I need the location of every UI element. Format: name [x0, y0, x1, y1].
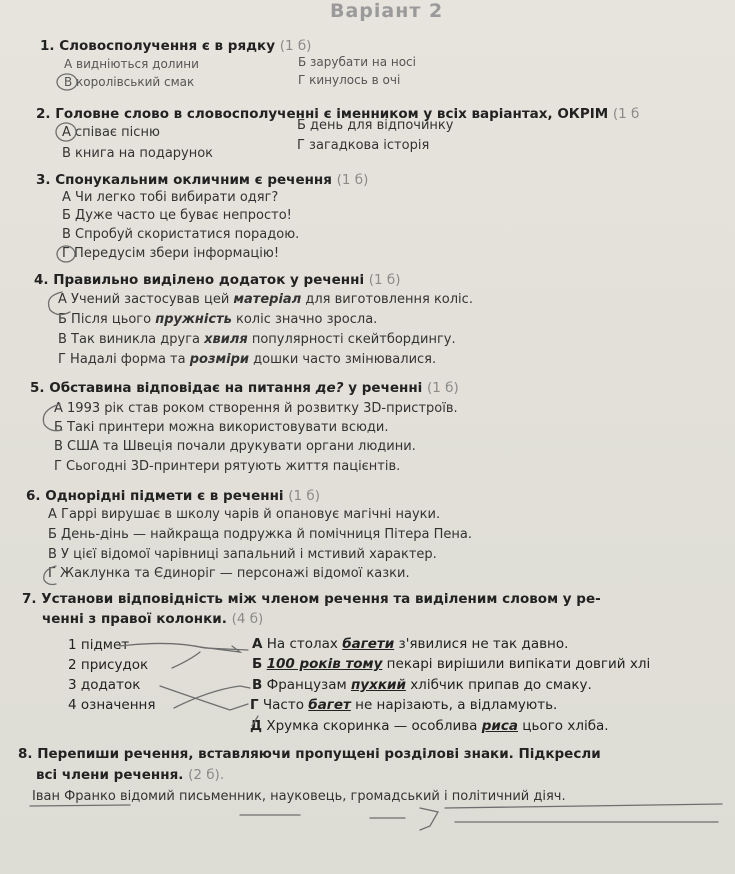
q3-answer-circle — [57, 246, 75, 262]
q3-points: (1 б) — [336, 172, 369, 188]
q1-points: (1 б) — [279, 38, 312, 54]
q3-option-b[interactable]: Б Дуже часто це буває непросто! — [62, 208, 292, 223]
q4-title-text: 4. Правильно виділено додаток у реченні — [34, 272, 365, 288]
q2-option-b[interactable]: Б день для відпочинку — [297, 118, 454, 133]
q4-option-g[interactable]: Г Надалі форма та розміри дошки часто змінювалися. — [58, 352, 437, 367]
q1-title-text: 1. Словосполучення є в рядку — [40, 38, 275, 54]
q7-arrow-3 — [160, 686, 248, 710]
q7-g-highlighted-word: багет — [308, 697, 351, 713]
q1-option-b[interactable]: Б зарубати на носі — [298, 55, 416, 69]
q7-a-highlighted-word: багети — [342, 636, 395, 652]
q6-option-g[interactable]: Г Жаклунка та Єдиноріг — персонажі відомої казки. — [48, 566, 410, 581]
q7-arrow-2 — [172, 652, 200, 668]
q1-option-a[interactable]: А видніються долини — [64, 57, 199, 71]
q4-option-a[interactable]: А Учений застосував цей матеріал для виготовлення коліс. — [58, 292, 473, 307]
q4-option-v[interactable]: В Так виникла друга хвиля популярності скейтбордингу. — [58, 332, 456, 347]
q7-v-highlighted-word: пухкий — [350, 677, 406, 693]
q7-right-item-a[interactable]: А На столах багети з'явилися не так давно. — [252, 636, 569, 652]
q7-right-item-b[interactable]: Б 100 років тому пекарі вирішили випікати довгий хлі — [252, 656, 651, 672]
q7-right-item-v[interactable]: В Французам пухкий хлібчик припав до смаку. — [252, 677, 592, 693]
question-7-title-line1: 7. Установи відповідність між членом речення та виділеним словом у ре- — [22, 591, 601, 607]
q7-arrow-4 — [174, 686, 250, 708]
q5-title-italic: де? — [315, 380, 344, 396]
q7-points: (4 б) — [231, 611, 264, 627]
q5-points: (1 б) — [426, 380, 459, 396]
q8-points: (2 б). — [188, 767, 225, 783]
q5-option-a[interactable]: А 1993 рік став роком створення й розвитку 3D-пристроїв. — [54, 401, 458, 416]
q7-left-item-1[interactable]: 1 підмет — [68, 637, 130, 653]
q7-b-highlighted-word: 100 років тому — [266, 656, 383, 672]
question-8-title-line1: 8. Перепиши речення, вставляючи пропущені розділові знаки. Підкресли — [18, 746, 601, 762]
q3-option-v[interactable]: В Спробуй скористатися порадою. — [62, 227, 300, 242]
q8-underline-4 — [445, 804, 722, 808]
q6-option-a[interactable]: А Гаррі вирушає в школу чарів й опановує магічні науки. — [48, 507, 441, 522]
q8-title-text: всі члени речення. — [36, 767, 184, 783]
q5-option-g[interactable]: Г Сьогодні 3D-принтери рятують життя пацієнтів. — [54, 459, 401, 474]
q5-option-b[interactable]: Б Такі принтери можна використовувати всюди. — [54, 420, 389, 435]
q6-points: (1 б) — [288, 488, 321, 504]
q7-tick-d — [252, 716, 258, 726]
q7-right-item-g[interactable]: Г Часто багет не нарізають, а відламують. — [250, 697, 558, 713]
q6-answer-circle — [44, 566, 56, 585]
q3-option-g[interactable]: Г Передусім збери інформацію! — [62, 246, 280, 261]
q8-handwritten-answer[interactable]: Іван Франко відомий письменник, науковець, громадський і політичний діяч. — [32, 789, 566, 804]
q7-left-item-2[interactable]: 2 присудок — [68, 657, 149, 673]
q6-title-text: 6. Однорідні підмети є в реченні — [26, 488, 284, 504]
q7-right-item-d[interactable]: Д Хрумка скоринка — особлива риса цього хліба. — [250, 718, 609, 734]
q4-b-highlighted-word: пружність — [155, 312, 232, 327]
q3-option-a[interactable]: А Чи легко тобі вибирати одяг? — [62, 190, 279, 205]
q2-option-g[interactable]: Г загадкова історія — [297, 138, 430, 153]
q5-answer-circle — [43, 404, 62, 431]
q4-option-b[interactable]: Б Після цього пружність коліс значно зросла. — [58, 312, 378, 327]
q6-option-b[interactable]: Б День-дінь — найкраща подружка й помічниця Пітера Пена. — [48, 527, 473, 542]
q7-title-text: ченні з правої колонки. — [42, 611, 227, 627]
q4-a-highlighted-word: матеріал — [233, 292, 302, 307]
q4-answer-circle — [49, 292, 71, 315]
q4-v-highlighted-word: хвиля — [204, 332, 248, 347]
question-5-title: 5. Обставина відповідає на питання де? у реченні (1 б) — [30, 380, 459, 396]
q2-points: (1 б — [612, 106, 640, 122]
q7-arrow-1 — [120, 643, 248, 650]
q2-option-a[interactable]: А співає пісню — [62, 125, 160, 140]
q4-g-highlighted-word: розміри — [189, 352, 250, 367]
q1-option-v[interactable]: В королівський смак — [64, 75, 195, 89]
variant-heading: Варіант 2 — [330, 0, 444, 22]
q3-title-text: 3. Спонукальним окличним є речення — [36, 172, 332, 188]
q8-bracket-mark — [420, 808, 438, 830]
q7-left-item-4[interactable]: 4 означення — [68, 697, 156, 713]
q2-answer-circle — [56, 123, 76, 141]
q7-d-highlighted-word: риса — [481, 718, 518, 734]
q5-option-v[interactable]: В США та Швеція почали друкувати органи людини. — [54, 439, 416, 454]
q2-option-v[interactable]: В книга на подарунок — [62, 146, 214, 161]
q7-left-item-3[interactable]: 3 додаток — [68, 677, 141, 693]
q8-underline-subject — [30, 805, 130, 806]
q4-points: (1 б) — [368, 272, 401, 288]
q1-option-g[interactable]: Г кинулось в очі — [298, 73, 401, 87]
q2-title-text: 2. Головне слово в словосполученні є іменником у всіх варіантах, ОКРІМ — [36, 106, 609, 122]
q1-answer-circle — [57, 74, 77, 90]
q6-option-v[interactable]: В У цієї відомої чарівниці запальний і мстивий характер. — [48, 547, 437, 562]
